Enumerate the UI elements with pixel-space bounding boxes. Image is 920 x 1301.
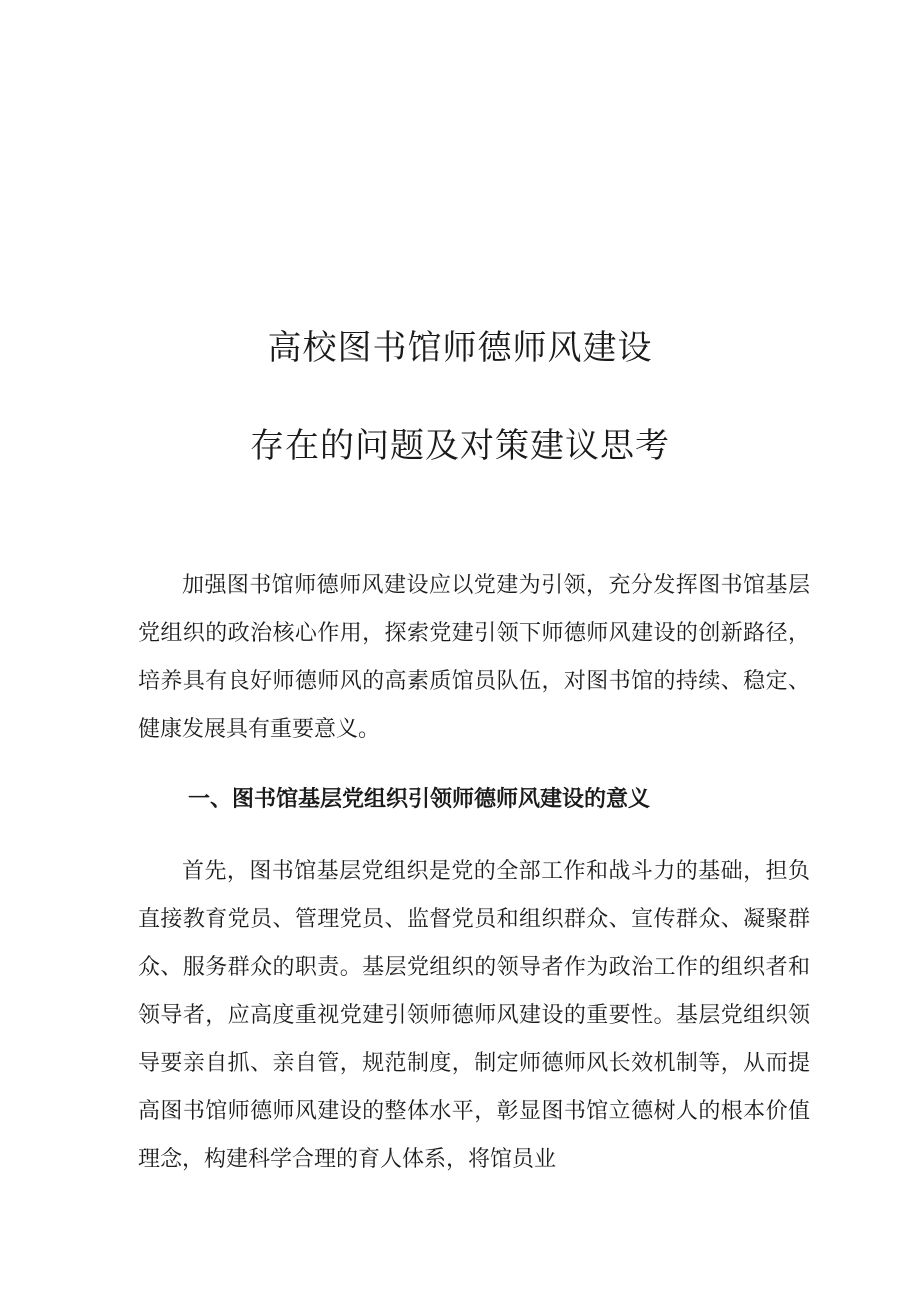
- section-heading: 一、图书馆基层党组织引领师德师风建设的意义: [188, 787, 651, 812]
- document-title-line-2: 存在的问题及对策建议思考: [250, 426, 670, 466]
- section-paragraph: 首先，图书馆基层党组织是党的全部工作和战斗力的基础，担负直接教育党员、管理党员、监督党员和组织群众、宣传群众、凝聚群众、服务群众的职责。基层党组织的领导者作为政治工作的组织者和领导者，应高度重视党建引领师德师风建设的重要性。基层党组织领导要亲自抓、亲自管，规范制度，制定师德师风长效机制等，从而提高图书馆师德师风建设的整体水平，彰显图书馆立德树人的根本价值理念，构建科学合理的育人体系，将馆员业: [138, 859, 810, 1172]
- document-title-line-1: 高校图书馆师德师风建设: [267, 328, 653, 368]
- intro-paragraph: 加强图书馆师德师风建设应以党建为引领，充分发挥图书馆基层党组织的政治核心作用，探索党建引领下师德师风建设的创新路径，培养具有良好师德师风的高素质馆员队伍，对图书馆的持续、稳定、健康发展具有重要意义。: [138, 573, 810, 742]
